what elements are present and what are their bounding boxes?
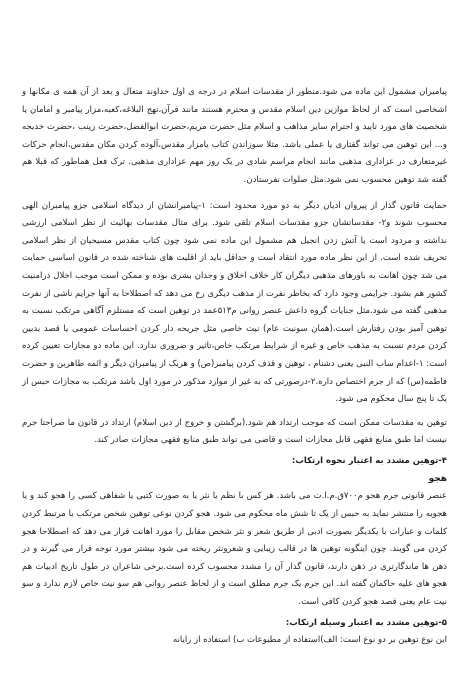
- paragraph-apostasy: توهین به مقدسات ممکن است که موجب ارتداد هم شود.(برگشتن و خروج از دین اسلام) ارتداد در قانون ما صراحتا جرم نیست اما طبق منابع فقهی قابل مجازات است و قاضی می تواند طبق منابع فقهی مجازات صادر کند.: [22, 417, 447, 446]
- section-heading-method: ۴-توهین مشدد به اعتبار نحوه ارتکاب:: [291, 455, 447, 466]
- paragraph-satire: عنصر قانونی جرم هجو م۷۰۰ق.م.ا.ت می باشد. هر کس با نظم یا نثر یا به صورت کتبی یا شفاهی کسی را هجو کند و یا هجویه را منتشر نماید به حبس از یک تا شش ماه محکوم می شود. هجو کردن نوعی توهین شخص مرتکب با مرتبط کردن کلمات و عبارات با یکدیگر بصورت ادبی از طریق شعر و نثر شخص مقابل را مورد اهانت قرار می دهد که اصطلاحا هجو کردن می گویند. چون اینگونه توهین ها در قالب زیبایی و شعرونثر ریخته می شود بیشتر مورد توجه قرار می گیرند و در ذهن ها ماندگارتری در ذهن دارند، قانون گذار آن را مشدد محسوب کرده است.برخی شاعران در طول تاریخ ادبیات هم هجو های علیه حاکمان گفته اند. این جرم یک جرم مطلق است و از لحاظ عنصر روانی هم سو نیت خاص لازم ندارد و سو نیت عام یعنی قصد هجو کردن کافی است.: [22, 491, 448, 608]
- subheading-satire: هجو: [428, 474, 447, 485]
- document-body: [22, 84, 447, 650]
- paragraph-other-religions: حمایت قانون گذار از پیروان ادیان دیگر به دو مورد محدود است: ۱-پیامبرانشان از دیدگاه اسلامی جزو پیامبران الهی محسوب شوند و۲- مقدساتشان جزو مقدسات اسلام تلقی شود. برای مثال مقدسات بهائیت از نظر اسلامی ارزشی نداشته و مردود است یا آتش زدن انجیل هم مشمول این ماده نمی شود چون کتاب مقدس مسیحیان از نظر اسلامی تحریف شده است. از این نظر ماده مورد انتقاد است و حداقل باید از اقلیت های شناخته شده در قانون اساسی حمایت می شد چون اهانت به باورهای مذهبی دیگران کار خلاف اخلاق و وجدان بشری بوده و ممکن است موجب اخلال درامنیت کشور هم بشود. جرایمی وجود دارد که بخاطر نفرت از مذهب دیگری رخ می دهد که اصطلاحا به آنها جرایم ناشی از نفرت مذهبی گفته می شود.مثل جنایات گروه داعش عنصر روانی م۵۱۳عمد در توهین است که مستلزم آگاهی مرتکب نسبت به توهین آمیز بودن رفتارش است.(همان سونیت عام) نیت خاصی مثل جریحه دار کردن احساسات عمومی یا قصد بدبین کردن مردم نسبت به مذهب خاص و غیره از شرایط مرتکب خاص،تاثیر و ضروری ندارد. این ماده دو مجازات تعیین کرده است: ۱-اعدام ساب النبی یعنی دشنام ، توهین و قذف کردن پیامبر(ص) و هریک از پیامبران دیگر و ائمه طاهرین و حضرت فاطمه(س) که از جرم اختصاص داره.۲-درصورتی که به غیر از موارد مذکور در مورد اول باشد مرتکب به مجازات حبس از یک تا پنج سال محکوم می شود.: [22, 200, 448, 405]
- paragraph-holy-figures: پیامبران مشمول این ماده می شود.منظور از مقدسات اسلام در درجه ی اول خداوند متعال و بعد از آن همه ی مکانها و اشخاصی است که از لحاظ موازین دین اسلام مقدس و محترم هستند مانند قرآن،نهج البلاغه،کعبه،مزار پیامبر و امامان یا شخصیت های مورد تایید و احترام سایر مذاهب و اسلام مثل حضرت مریم،حضرت ابوالفضل،حضرت زینب ،حضرت خدیجه و... این توهین می تواند گفتاری یا عملی باشد. مثلا سوزاندن کتاب یامزار مقدس،آلوده کردن مکان مقدس،انجام حرکات غیرمتعارف در عزاداری مذهبی مانند انجام مراسم شادی در یک روز مهم عزاداری مذهبی. ترک فعل هماطور که قبلا هم گفته شد توهین محسوب نمی شود.مثل صلوات نفرستادن.: [22, 87, 447, 185]
- paragraph-means-types: این نوع توهین بر دو نوع است: الف)استفاده از مطبوعات ب) استفاده از رایانه: [172, 635, 447, 646]
- section-heading-means: ۵-توهین مشدد به اعتبار وسیله ارتکاب:: [285, 617, 447, 628]
- paragraph-spacer: [22, 190, 447, 198]
